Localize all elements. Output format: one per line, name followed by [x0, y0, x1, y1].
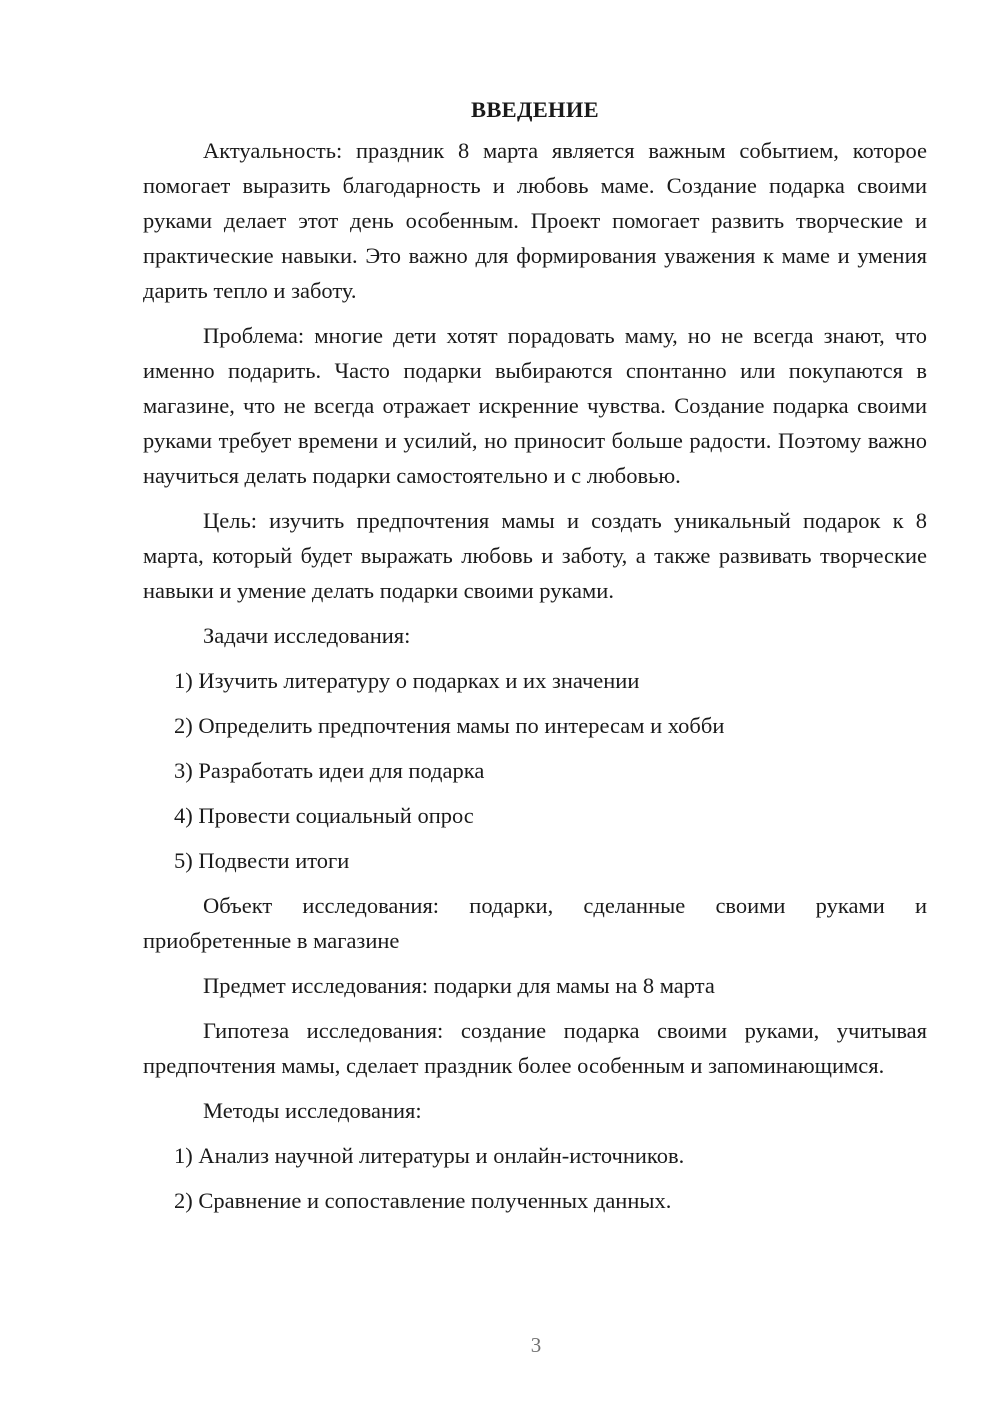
method-item: 2) Сравнение и сопоставление полученных данных.	[174, 1188, 672, 1213]
tasks-heading: Задачи исследования:	[203, 623, 411, 648]
task-item: 4) Провести социальный опрос	[174, 803, 474, 828]
page-content	[143, 92, 927, 1228]
paragraph-subject: Предмет исследования: подарки для мамы на 8 марта	[203, 973, 715, 998]
paragraph-problem: Проблема: многие дети хотят порадовать маму, но не всегда знают, что именно подарить. Часто подарки выбираются спонтанно или покупаются в магазине, что не всегда отражает искренние чувства. Создание подарка своими руками требует времени и усилий, но приносит больше радости. Поэтому важно научиться делать подарки самостоятельно и с любовью.	[143, 323, 927, 488]
task-item: 1) Изучить литературу о подарках и их значении	[174, 668, 640, 693]
paragraph-object: Объект исследования: подарки, сделанные своими руками и приобретенные в магазине	[143, 893, 927, 953]
page-title: ВВЕДЕНИЕ	[471, 97, 599, 122]
task-item: 2) Определить предпочтения мамы по интересам и хобби	[174, 713, 725, 738]
paragraph-goal: Цель: изучить предпочтения мамы и создать уникальный подарок к 8 марта, который будет выражать любовь и заботу, а также развивать творческие навыки и умение делать подарки своими руками.	[143, 508, 927, 603]
methods-list	[143, 1138, 927, 1218]
paragraph-hypothesis: Гипотеза исследования: создание подарка своими руками, учитывая предпочтения мамы, сделает праздник более особенным и запоминающимся.	[143, 1018, 927, 1078]
method-item: 1) Анализ научной литературы и онлайн-источников.	[174, 1143, 685, 1168]
task-item: 5) Подвести итоги	[174, 848, 350, 873]
page-number: 3	[530, 1333, 542, 1357]
paragraph-relevance: Актуальность: праздник 8 марта является важным событием, которое помогает выразить благодарность и любовь маме. Создание подарка своими руками делает этот день особенным. Проект помогает развить творческие и практические навыки. Это важно для формирования уважения к маме и умения дарить тепло и заботу.	[143, 138, 927, 303]
tasks-list	[143, 663, 927, 878]
task-item: 3) Разработать идеи для подарка	[174, 758, 485, 783]
methods-heading: Методы исследования:	[203, 1098, 422, 1123]
